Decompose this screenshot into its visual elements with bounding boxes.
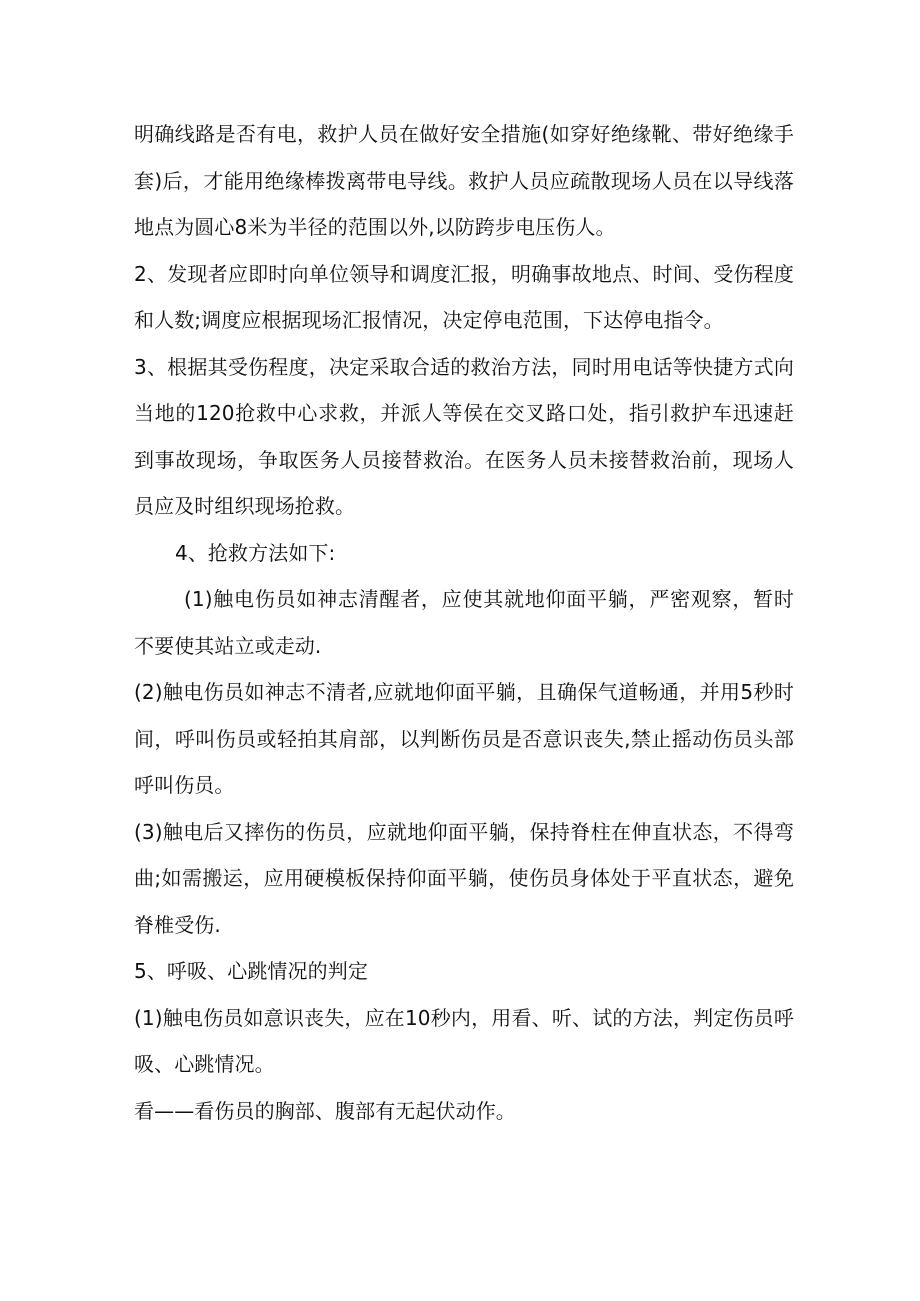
- paragraph-item-5-heading: 5、呼吸、心跳情况的判定: [134, 959, 368, 983]
- paragraph-item-3: 3、根据其受伤程度，决定采取合适的救治方法，同时用电话等快捷方式向当地的120抢救中心求救，并派人等侯在交叉路口处，指引救护车迅速赶到事故现场，争取医务人员接替救治。在医务人员未接替救治前，现场人员应及时组织现场抢救。: [134, 354, 794, 518]
- paragraph-subitem-1: (1)触电伤员如神志清醒者，应使其就地仰面平躺，严密观察，暂时不要使其站立或走动.: [134, 587, 794, 658]
- paragraph-subitem-3: (3)触电后又摔伤的伤员，应就地仰面平躺，保持脊柱在伸直状态，不得弯曲;如需搬运，应用硬模板保持仰面平躺，使伤员身体处于平直状态，避免脊椎受伤.: [134, 819, 794, 937]
- document-body: [134, 111, 794, 1134]
- paragraph-continuation: 明确线路是否有电，救护人员在做好安全措施(如穿好绝缘靴、带好绝缘手套)后，才能用绝缘棒拨离带电导线。救护人员应疏散现场人员在以导线落地点为圆心8米为半径的范围以外,以防跨步电压伤人。: [134, 122, 794, 239]
- paragraph-look-check: 看——看伤员的胸部、腹部有无起伏动作。: [134, 1098, 516, 1123]
- paragraph-subitem-2: (2)触电伤员如神志不清者,应就地仰面平躺，且确保气道畅通，并用5秒时间，呼叫伤员或轻拍其肩部，以判断伤员是否意识丧失,禁止摇动伤员头部呼叫伤员。: [134, 680, 794, 797]
- paragraph-item-4-heading: 4、抢救方法如下:: [175, 540, 336, 565]
- paragraph-item-5-subitem-1: (1)触电伤员如意识丧失，应在10秒内，用看、听、试的方法，判定伤员呼吸、心跳情况。: [134, 1005, 794, 1076]
- paragraph-item-2: 2、发现者应即时向单位领导和调度汇报，明确事故地点、时间、受伤程度和人数;调度应根据现场汇报情况，决定停电范围，下达停电指令。: [134, 261, 794, 332]
